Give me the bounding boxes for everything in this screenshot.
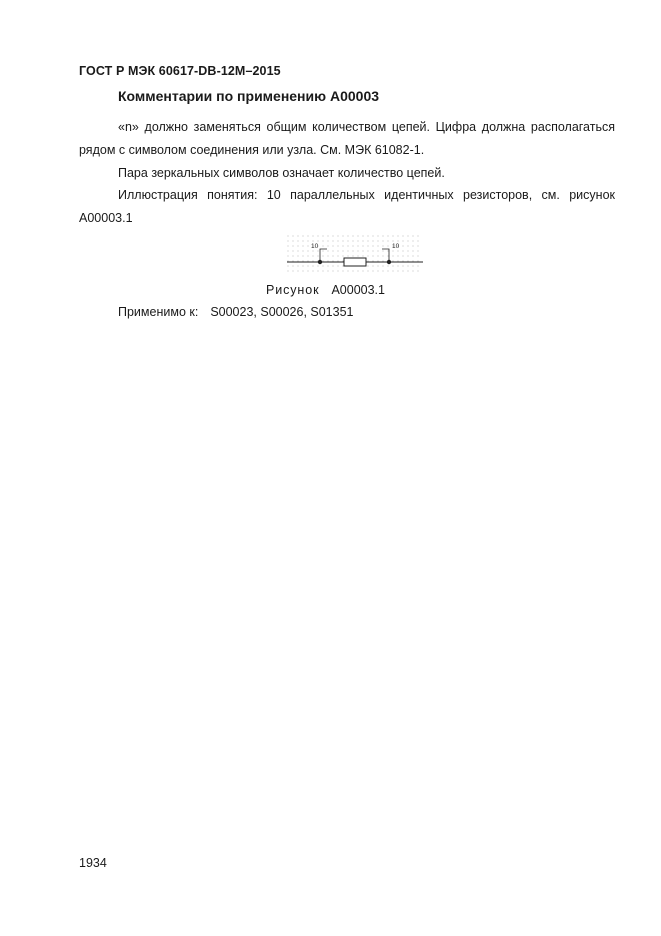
- left-count-leader: [320, 249, 327, 262]
- document-header: ГОСТ Р МЭК 60617-DB-12M–2015: [79, 64, 281, 78]
- figure-parallel-resistors: [285, 232, 425, 274]
- figure-caption-number: A00003.1: [331, 283, 385, 297]
- paragraph-mirror-symbols: Пара зеркальных символов означает количество цепей.: [118, 166, 445, 180]
- figure-caption-label: Рисунок: [266, 283, 320, 297]
- paragraph-illustration: Иллюстрация понятия: 10 параллельных идентичных резисторов, см. рисунок A00003.1: [79, 188, 615, 225]
- left-circuit-count: 10: [311, 243, 319, 250]
- right-circuit-count: 10: [392, 243, 400, 250]
- applies-to: [118, 305, 354, 319]
- circuit-diagram: [285, 232, 425, 274]
- applies-to-codes: S00023, S00026, S01351: [210, 305, 354, 319]
- page-number: 1934: [79, 856, 107, 870]
- section-title: Комментарии по применению A00003: [118, 88, 380, 104]
- figure-caption: [266, 283, 385, 297]
- applies-to-label: Применимо к:: [118, 305, 199, 319]
- resistor-symbol: [344, 258, 366, 266]
- paragraph-n-count: «n» должно заменяться общим количеством цепей. Цифра должна располагаться рядом с символом соединения или узла. См. МЭК 61082-1.: [79, 120, 615, 157]
